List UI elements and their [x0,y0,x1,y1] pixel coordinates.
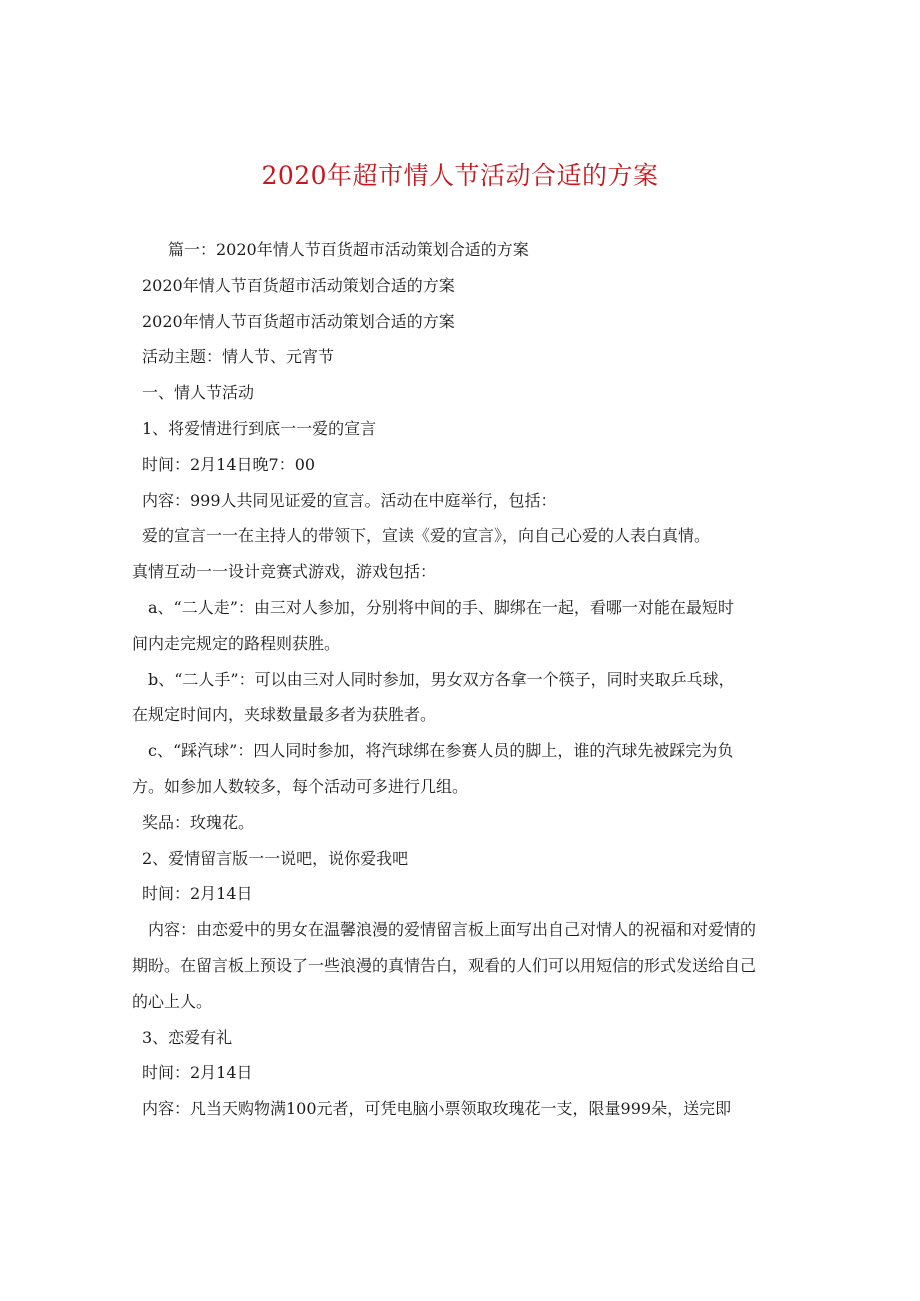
document-body [132,232,804,1127]
paragraph-game-a-line-1: a、“二人走”：由三对人参加，分别将中间的手、脚绑在一起，看哪一对能在最短时 [148,597,734,617]
paragraph-part-one-heading: 一、情人节活动 [142,383,255,403]
paragraph-item-1-heading: 1、将爱情进行到底一一爱的宣言 [142,418,377,438]
paragraph-item-2-content-line-3: 的心上人。 [132,991,213,1011]
paragraph-game-a-line-2: 间内走完规定的路程则获胜。 [132,633,341,653]
paragraph-item-3-time: 时间：2月14日 [142,1063,253,1083]
paragraph-game-b-line-1: b、“二人手”：可以由三对人同时参加，男女双方各拿一个筷子，同时夹取乒乓球， [148,669,735,689]
paragraph-plan-title-repeat: 2020年情人节百货超市活动策划合适的方案 [142,311,455,331]
paragraph-item-1-content: 内容：999人共同见证爱的宣言。活动在中庭举行，包括： [142,490,557,510]
paragraph-item-2-content [132,912,804,1019]
paragraph-prize: 奖品：玫瑰花。 [142,812,255,832]
document-title: 2020年超市情人节活动合适的方案 [261,161,659,190]
paragraph-item-1-time: 时间：2月14日晚7：00 [142,454,316,474]
paragraph-game-b [132,662,804,734]
paragraph-item-2-content-line-2: 期盼。在留言板上预设了一些浪漫的真情告白，观看的人们可以用短信的形式发送给自己 [132,955,757,975]
paragraph-game-a [132,590,804,662]
paragraph-interactive-games: 真情互动一一设计竞赛式游戏，游戏包括： [132,562,437,582]
paragraph-item-2-heading: 2、爱情留言版一一说吧，说你爱我吧 [142,848,409,868]
paragraph-game-c-line-2: 方。如参加人数较多，每个活动可多进行几组。 [132,776,469,796]
paragraph-activity-theme: 活动主题：情人节、元宵节 [142,347,335,367]
paragraph-section-heading: 篇一：2020年情人节百货超市活动策划合适的方案 [168,240,529,259]
paragraph-plan-title: 2020年情人节百货超市活动策划合适的方案 [142,275,455,295]
paragraph-game-b-line-2: 在规定时间内，夹球数量最多者为获胜者。 [132,705,437,725]
paragraph-item-2-time: 时间：2月14日 [142,884,253,904]
paragraph-love-declaration: 爱的宣言一一在主持人的带领下，宣读《爱的宣言》，向自己心爱的人表白真情。 [142,526,711,546]
paragraph-item-3-heading: 3、恋爱有礼 [142,1027,233,1047]
paragraph-game-c-line-1: c、“踩汽球”：四人同时参加，将汽球绑在参赛人员的脚上，谁的汽球先被踩完为负 [148,741,734,761]
paragraph-game-c [132,733,804,805]
paragraph-item-2-content-line-1: 内容：由恋爱中的男女在温馨浪漫的爱情留言板上面写出自己对情人的祝福和对爱情的 [148,920,757,940]
paragraph-item-3-content: 内容：凡当天购物满100元者，可凭电脑小票领取玫瑰花一支，限量999朵，送完即 [142,1099,732,1119]
